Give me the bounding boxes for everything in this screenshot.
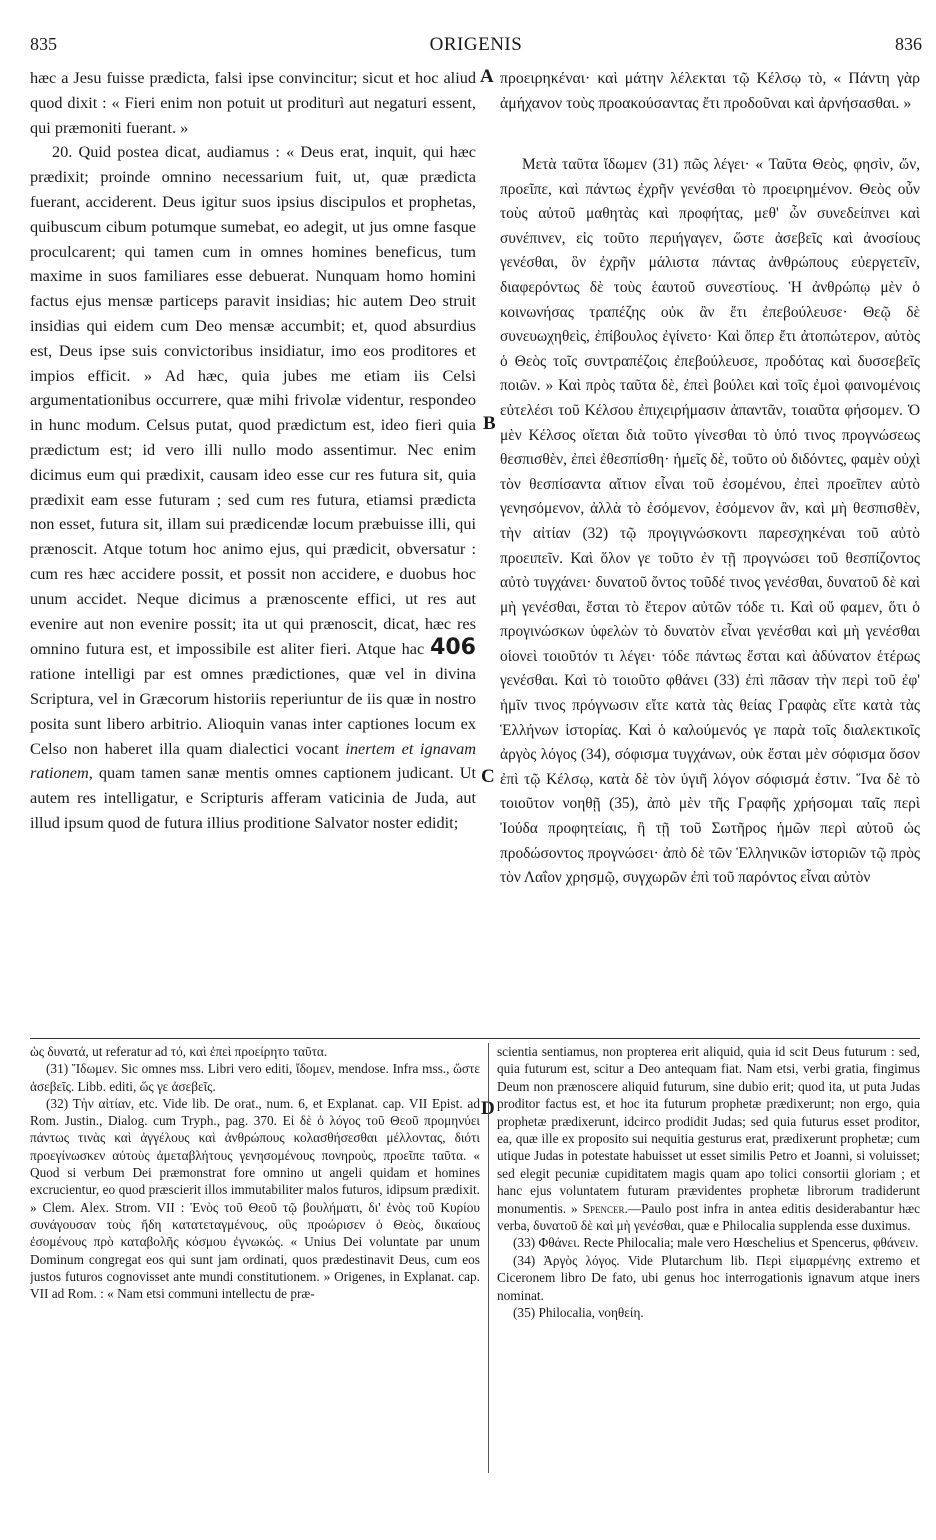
greek-paragraph-top: προειρηκέναι· καὶ μάτην λέλεκται τῷ Κέλσῳ τὸ, « Πάντη γὰρ ἀμήχανον τοὺς προακούσαντας ἔτι προδοῦναι καὶ ἀρνήσασθαι. » bbox=[500, 70, 920, 112]
footnotes-right bbox=[497, 1043, 920, 1483]
page-number-left: 835 bbox=[30, 34, 57, 54]
latin-column bbox=[30, 66, 476, 1030]
footnote-34: (34) Ἀργὸς λόγος. Vide Plutarchum lib. Περὶ εἱμαρμένης extremo et Ciceronem libro De fato, ubi genus hoc interrogationis ignavum atque iners nominat. bbox=[497, 1252, 920, 1303]
footnote-33: (33) Φθάνει. Recte Philocalia; male vero Hœschelius et Spencerus, φθάνειν. bbox=[513, 1235, 919, 1251]
latin-paragraph-0: hæc a Jesu fuisse prædicta, falsi ipse convincitur; sicut et hoc aliud quod dixit : « Fieri enim non potuit ut proditurì aut negaturi essent, qui præmoniti fuerant. » bbox=[30, 68, 476, 137]
margin-letter-a: A bbox=[480, 66, 494, 87]
page-number-right: 836 bbox=[895, 34, 922, 54]
latin-paragraph-20 bbox=[30, 140, 476, 835]
footnote-32-continuation bbox=[497, 1043, 920, 1234]
footnote-31: (31) Ἴδωμεν. Sic omnes mss. Libri vero editi, ἴδομεν, mendose. Infra mss., ὥστε ἀσεβεῖς. Libb. editi, ὥς γε ἀσεβεῖς. bbox=[30, 1061, 480, 1094]
latin-text-c: , quam tamen sanæ mentis omnes captionem judicant. Ut autem res intelligatur, e Scripturis afferam vaticinia de Juda, aut illud ipsum quod de futura illius proditione Salvator noster edidit; bbox=[30, 763, 476, 832]
footnote-35: (35) Philocalia, νοηθείη. bbox=[513, 1305, 644, 1321]
footnote-32-cont-text-2: —Paulo post infra in antea editis desiderabantur hæc verba, δυνατοῦ δὲ καὶ μὴ γενέσθαι, quæ e Philocalia supplenda esse duximus. bbox=[497, 1200, 920, 1234]
footnotes-left bbox=[30, 1043, 480, 1489]
footnote-continuation: ὡς δυνατά, ut referatur ad τό, καὶ ἐπεὶ προείρητο ταῦτα. bbox=[30, 1044, 328, 1059]
latin-italic-phrase: inertem et ignavam rationem bbox=[30, 738, 476, 783]
greek-column-main bbox=[500, 153, 920, 1033]
footnote-32-cont-text: scientia sentiamus, non propterea erit aliquid, quia id scit Deus futurum : sed, quia futurum est, scitur a Deo antequam fiat. Nam etsi, verbi gratia, fingimus Deum non prænoscere aliquid futurum, sine dubio erit; quod ita, ut puta Judas proditor factus est, et hoc ita futurum prophetæ prædixerunt; non ergo, quia prophetæ prædixerunt, idcirco prodidit Judas; sed quia futurus esset proditor, ea, quæ ille ex proposito sui nequitia gesturus erat, prædixerunt prophetæ; cum utique Judas in potestate habuisset ut esset similis Petro et Joanni, si voluisset; sed elegit pecuniæ cupiditatem magis quam apo tolici consortii gloriam ; et hanc ejus voluntatem futuram prævidentes prophetæ librorum tradiderunt monumentis. » bbox=[497, 1044, 920, 1216]
greek-column-top bbox=[500, 66, 920, 130]
latin-text-a: 20. Quid postea dicat, audiamus : « Deus erat, inquit, qui hæc prædixit; proinde omnino necessarium fuit, ut, quæ prædicta fuerant, acciderent. Deus igitur suos ipsius discipulos et prophetas, quibuscum cibum potumque sumebat, eo adegit, ut jus omne fasque proculcarent; qui tamen cum in omnes homines beneficus, tum maxime in suos familiares esse debuerat. Nunquam homo homini factus ejus mensæ particeps paravit insidias; hic autem Deo struit insidias qui eidem cum Deo mensæ accumbit; et, quod absurdius est, Deus ipse suis convictoribus insidiatur, imo eos proditores et impios efficit. » Ad hæc, quia jubes me etiam iis Celsi argumentationibus occurrere, quæ mihi frivolæ videntur, respondeo in hunc modum. Celsus putat, quod prædictum est, ideo fieri quia prædictum est; id vero illi nullo modo assentimur. Nec enim dicimus eum qui prædixit, causam ideo esse cur res futura sit, quia prædixit eam esse futuram ; sed cum res futura, etiamsi prædicta non esset, futura sit, illam sui prædicendæ locum præbuisse illi, qui prænoscit. Atque totum hoc animo ejus, qui prædicit, obversatur : cum res hæc accidere possit, et possit non accidere, e duobus hoc unum accidet. Neque dicimus a prænoscente effici, ut res aut evenire aut non evenire possit; ita ut qui prænoscit, dicat, hæc res omnino futura est, et impossibile est aliter fieri. Atque hac bbox=[30, 142, 476, 659]
latin-text-b: ratione intelligi par est omnes prædictiones, quæ vel in divina Scriptura, vel in Græcorum historiis reperiuntur de iis quæ in nostro posita sunt libero arbitrio. Alioquin vanas inter captiones locum ex Celso non haberet illa quam dialectici vocant bbox=[30, 664, 476, 758]
margin-letter-b: B bbox=[483, 413, 496, 434]
margin-letter-d: D bbox=[481, 1098, 495, 1119]
page-header bbox=[30, 34, 922, 58]
running-title: ORIGENIS bbox=[429, 34, 523, 55]
footnote-column-divider bbox=[488, 1043, 489, 1473]
margin-letter-c: C bbox=[481, 766, 495, 787]
greek-paragraph-main: Μετὰ ταῦτα ἴδωμεν (31) πῶς λέγει· « Ταῦτα Θεὸς, φησὶν, ὤν, προεῖπε, καὶ πάντως ἐχρῆν γενέσθαι τὸ προειρημένον. Θεὸς οὖν τοὺς αὐτοῦ μαθητὰς καὶ προφήτας, μεθ' ὧν συνεδείπνει καὶ συνέπινεν, εἰς τοῦτο περιήγαγεν, ὥστε ἀσεβεῖς καὶ ἀνοσίους γενέσθαι, ὃν ἐχρῆν μάλιστα πάντας ἀνθρώπους εὐεργετεῖν, διαφερόντως δὲ τοὺς ἑαυτοῦ συνεστίους. Ἡ ἀνθρώπῳ μὲν ὁ κοινωνήσας τραπέζης οὐκ ἂν ἔτι ἐπεβούλευσε· Θεῷ δὲ συνευωχηθεὶς, ἐπίβουλος ἐγίνετο· Καὶ ὅπερ ἔτι ἀτοπώτερον, αὐτὸς ὁ Θεὸς τοῖς συντραπέζοις ἐπεβούλευσε, προδότας καὶ δυσσεβεῖς ποιῶν. » Καὶ πρὸς ταῦτα δὲ, ἐπεὶ βούλει καὶ τοῖς ἐμοὶ φαινομένοις εὐτελέσι τοῦ Κέλσου ἐπιχειρήμασιν ἀπαντᾶν, τοιαῦτα φήσομεν. Ὁ μὲν Κέλσος οἴεται διὰ τοῦτο γίνεσθαι τὸ ὑπό τινος προγνώσεως θεσπισθὲν, ἐπεὶ ἐθεσπίσθη· ἡμεῖς δὲ, τοῦτο οὐ διδόντες, φαμὲν οὐχὶ τὸν θεσπίσαντα αἴτιον εἶναι τοῦ ἐσομένου, ἐπεὶ προεῖπεν αὐτὸ γενησόμενον, ἀλλὰ τὸ ἐσόμενον, ἐσόμενον ἂν, καὶ μὴ θεσπισθὲν, τὴν αἰτίαν (32) τῷ προγιγνώσκοντι παρεσχηκέναι τοῦ αὐτὸ προειπεῖν. Καὶ ὅλον γε τοῦτο ἐν τῇ προγνώσει τοῦ θεσπίζοντος αὐτὸ τυγχάνει· δυνατοῦ ὄντος τοῦδέ τινος γενέσθαι, δυνατοῦ δὲ καὶ μὴ γενέσθαι, ἔσται τὸ ἕτερον αὐτῶν τόδε τι. Καὶ οὔ φαμεν, ὅτι ὁ προγινώσκων ὑφελὼν τὸ δυνατὸν εἶναι γενέσθαι καὶ μὴ γενέσθαι οἱονεὶ τοιοῦτόν τι λέγει· τόδε πάντως ἔσται καὶ ἀδύνατον ἑτέρως γενέσθαι. Καὶ τὸ τοιοῦτο φθάνει (33) ἐπὶ πᾶσαν τὴν περὶ τοῦ ἐφ' ἡμῖν τινος πρόγνωσιν εἴτε κατὰ τὰς θείας Γραφὰς εἴτε κατὰ τὰς Ἑλλήνων ἱστορίας. Καὶ ὁ καλούμενός γε παρὰ τοῖς διαλεκτικοῖς ἀργὸς λόγος (34), σόφισμα τυγχάνων, οὐκ ἔσται μὲν σόφισμα ὅσον ἐπὶ τῷ Κέλσῳ, κατὰ δὲ τὸν ὑγιῆ λόγον σόφισμά ἐστιν. Ἵνα δὲ τὸ τοιοῦτον νοηθῇ (35), ἀπὸ μὲν τῆς Γραφῆς χρήσομαι ταῖς περὶ Ἰούδα προφητείαις, ἢ τῇ τοῦ Σωτῆρος ἡμῶν περὶ αὐτοῦ ὡς προδώσοντος προγνώσει· ἀπὸ δὲ τῶν Ἑλληνικῶν ἱστοριῶν τῷ πρὸς τὸν Λαΐον χρησμῷ, συγχωρῶν ἐπὶ τοῦ παρόντος εἶναι αὐτὸν bbox=[500, 156, 920, 887]
footnote-author: Spencer. bbox=[582, 1200, 628, 1216]
marginal-page-number: 406 bbox=[430, 635, 476, 661]
footnote-divider bbox=[30, 1038, 920, 1039]
footnote-32: (32) Τὴν αἰτίαν, etc. Vide lib. De orat., num. 6, et Explanat. cap. VII Epist. ad Rom. Justin., Dialog. cum Tryph., pag. 370. Εἰ δὲ ὁ λόγος τοῦ Θεοῦ προμηνύει πάντως τινὰς καὶ ἀγγέλους καὶ ἀνθρώπους κολασθήσεσθαι μέλλοντας, διότι προεγίνωσκεν αὐτοὺς ἀμεταβλήτους γενησομένους πονηροὺς, προεῖπε ταῦτα. « Quod si verbum Dei præmonstrat fore omnino ut angeli quidam et homines excrucientur, eo quod præscierit illos immutabiliter malos futuros, idipsum prædixit. » Clem. Alex. Strom. VII : Ἑνὸς τοῦ Θεοῦ τῷ βουλήματι, δι' ἑνὸς τοῦ Κυρίου συνάγουσαν τοὺς ἤδη κατατεταγμένους, οὓς προώρισεν ὁ Θεὸς, δικαίους ἐσομένους πρὸ καταβολῆς κόσμου ἐγνωκώς. « Unius Dei voluntate par unum Dominum congregat eos qui sunt jam ordinati, quos prædestinavit Deus, cum eos justos futuros cognovisset ante mundi constitutionem. » Origenes, in Explanat. cap. VII ad Rom. : « Nam etsi communi intellectu de præ- bbox=[30, 1095, 480, 1302]
